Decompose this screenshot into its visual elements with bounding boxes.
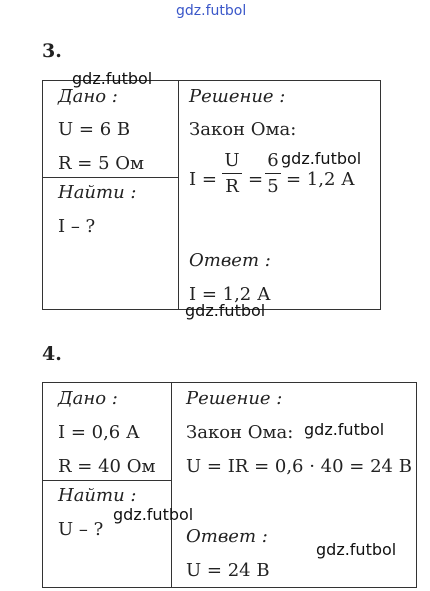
formula: U = IR = 0,6 · 40 = 24 В — [186, 456, 412, 477]
watermark: gdz.futbol — [185, 301, 266, 320]
ohm-law-label: Закон Ома: — [186, 422, 294, 443]
solution-label: Решение : — [186, 388, 283, 409]
problem-4-given-find-divider — [42, 480, 172, 481]
watermark-top: gdz.futbol — [176, 3, 247, 19]
find-label: Найти : — [58, 485, 137, 506]
answer-label: Ответ : — [186, 526, 268, 547]
answer-value: I = 1,2 А — [189, 284, 271, 305]
find-value: I – ? — [58, 216, 96, 237]
problem-3-given-find-divider — [42, 177, 179, 178]
problem-3-number: 3. — [42, 40, 62, 62]
answer-label: Ответ : — [189, 250, 271, 271]
fraction-denominator: R — [225, 176, 239, 197]
fraction-denominator: 5 — [267, 176, 279, 197]
fraction-numerator: 6 — [267, 150, 279, 171]
watermark: gdz.futbol — [281, 149, 362, 168]
given-label: Дано : — [58, 388, 118, 409]
given-resistance: R = 40 Ом — [58, 456, 156, 477]
fraction-6-over-5 — [265, 150, 281, 197]
given-label: Дано : — [58, 86, 118, 107]
answer-value: U = 24 В — [186, 560, 270, 581]
solution-label: Решение : — [189, 86, 286, 107]
problem-4-number: 4. — [42, 343, 62, 365]
given-resistance: R = 5 Ом — [58, 153, 145, 174]
formula-equals: = — [248, 169, 264, 190]
formula-left: I = — [189, 169, 217, 190]
formula-result: = 1,2 А — [286, 169, 355, 190]
watermark: gdz.futbol — [304, 420, 385, 439]
given-current: I = 0,6 А — [58, 422, 140, 443]
watermark: gdz.futbol — [316, 540, 397, 559]
ohm-law-label: Закон Ома: — [189, 119, 297, 140]
watermark: gdz.futbol — [72, 69, 153, 88]
find-value: U – ? — [58, 519, 104, 540]
find-label: Найти : — [58, 182, 137, 203]
problem-3-divider — [178, 80, 179, 310]
fraction-u-over-r — [222, 150, 242, 197]
watermark: gdz.futbol — [113, 505, 194, 524]
fraction-numerator: U — [224, 150, 240, 171]
given-voltage: U = 6 В — [58, 119, 131, 140]
problem-4-divider — [171, 382, 172, 588]
